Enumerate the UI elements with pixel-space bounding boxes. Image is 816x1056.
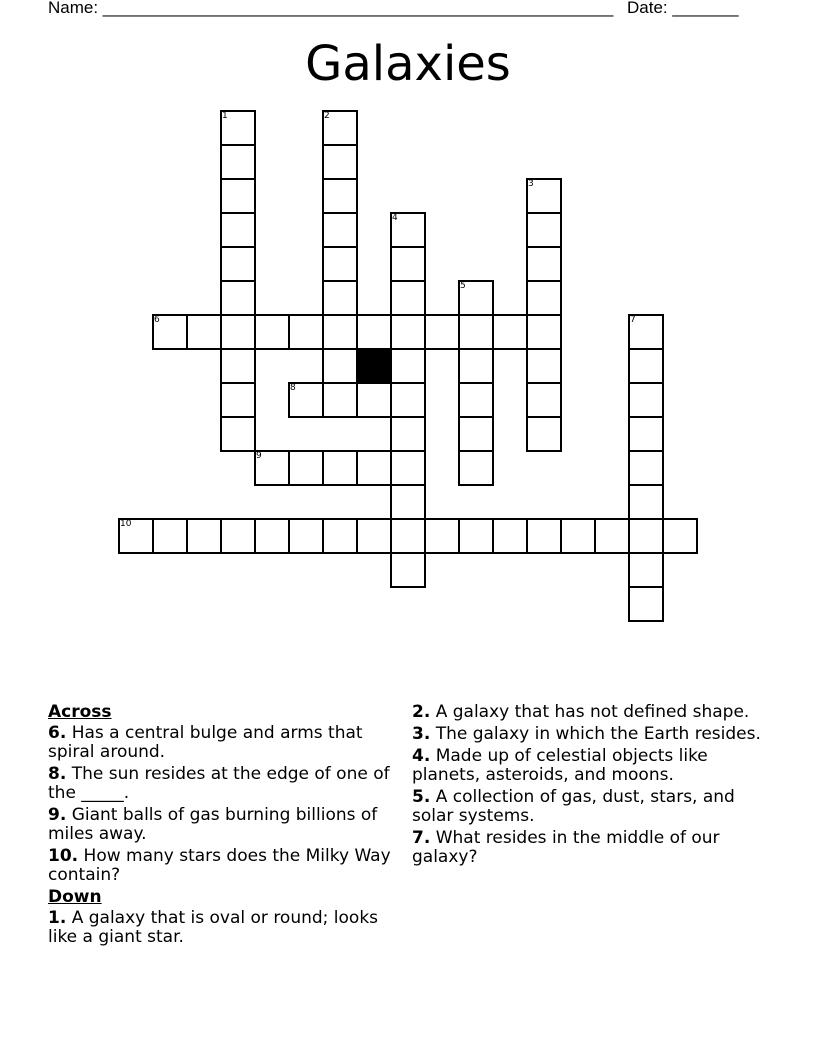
name-field[interactable]: Name: ______________________________________________________ — [48, 0, 614, 17]
grid-cell[interactable] — [152, 314, 188, 350]
grid-cell[interactable] — [628, 382, 664, 418]
clue-down-4 — [412, 747, 764, 785]
grid-cell[interactable] — [118, 518, 154, 554]
grid-cell[interactable] — [526, 280, 562, 316]
grid-cell[interactable] — [288, 450, 324, 486]
grid-cell[interactable] — [356, 518, 392, 554]
grid-cell[interactable] — [458, 348, 494, 384]
clue-number: 10. — [48, 846, 79, 866]
grid-cell[interactable] — [288, 518, 324, 554]
grid-cell[interactable] — [220, 178, 256, 214]
clue-number: 7. — [412, 828, 431, 848]
clue-down-1 — [48, 909, 400, 947]
grid-cell[interactable] — [390, 212, 426, 248]
grid-cell[interactable] — [220, 280, 256, 316]
clue-across-10 — [48, 847, 400, 885]
grid-cell[interactable] — [526, 314, 562, 350]
clues-left-column — [48, 700, 400, 950]
grid-cell[interactable] — [356, 314, 392, 350]
grid-cell[interactable] — [220, 382, 256, 418]
clue-number-label: 5 — [460, 281, 466, 291]
clue-number-label: 9 — [256, 451, 262, 461]
grid-cell[interactable] — [220, 314, 256, 350]
grid-cell[interactable] — [560, 518, 596, 554]
clue-number: 3. — [412, 724, 431, 744]
grid-cell[interactable] — [390, 416, 426, 452]
grid-cell[interactable] — [390, 314, 426, 350]
grid-cell[interactable] — [390, 552, 426, 588]
grid-cell[interactable] — [220, 518, 256, 554]
clue-across-8 — [48, 765, 400, 803]
grid-cell[interactable] — [424, 518, 460, 554]
grid-cell[interactable] — [628, 484, 664, 520]
grid-cell[interactable] — [254, 450, 290, 486]
grid-cell[interactable] — [322, 178, 358, 214]
grid-cell[interactable] — [390, 348, 426, 384]
down-heading: Down — [48, 887, 102, 907]
grid-cell[interactable] — [220, 348, 256, 384]
grid-cell[interactable] — [526, 348, 562, 384]
grid-cell[interactable] — [322, 450, 358, 486]
clue-text: Giant balls of gas burning billions of miles away. — [48, 805, 378, 844]
grid-cell[interactable] — [186, 518, 222, 554]
grid-cell[interactable] — [526, 246, 562, 282]
grid-cell[interactable] — [628, 416, 664, 452]
grid-cell[interactable] — [220, 144, 256, 180]
grid-cell[interactable] — [254, 314, 290, 350]
clue-number: 2. — [412, 702, 431, 722]
date-field[interactable]: Date: _______ — [627, 0, 739, 17]
grid-cell[interactable] — [356, 382, 392, 418]
clue-text: The galaxy in which the Earth resides. — [435, 724, 761, 744]
grid-cell[interactable] — [526, 178, 562, 214]
clue-number-label: 10 — [120, 519, 132, 529]
clue-number-label: 8 — [290, 383, 296, 393]
grid-cell[interactable] — [322, 144, 358, 180]
grid-cell[interactable] — [628, 450, 664, 486]
clue-number: 8. — [48, 764, 67, 784]
grid-cell[interactable] — [220, 212, 256, 248]
grid-cell[interactable] — [526, 518, 562, 554]
grid-cell[interactable] — [458, 518, 494, 554]
grid-cell[interactable] — [526, 212, 562, 248]
grid-cell[interactable] — [288, 314, 324, 350]
grid-cell[interactable] — [458, 280, 494, 316]
grid-cell[interactable] — [220, 246, 256, 282]
clue-across-6 — [48, 724, 400, 762]
clue-down-2 — [412, 703, 764, 722]
grid-cell[interactable] — [220, 110, 256, 146]
clue-number: 9. — [48, 805, 67, 825]
clue-number-label: 2 — [324, 111, 330, 121]
grid-cell[interactable] — [458, 450, 494, 486]
grid-cell[interactable] — [186, 314, 222, 350]
grid-cell[interactable] — [356, 450, 392, 486]
grid-cell[interactable] — [152, 518, 188, 554]
grid-cell[interactable] — [628, 518, 664, 554]
grid-cell[interactable] — [322, 246, 358, 282]
grid-cell[interactable] — [526, 382, 562, 418]
clue-number-label: 4 — [392, 213, 398, 223]
clue-number-label: 1 — [222, 111, 228, 121]
clue-text: Has a central bulge and arms that spiral around. — [48, 723, 363, 762]
grid-cell[interactable] — [322, 110, 358, 146]
grid-cell[interactable] — [322, 348, 358, 384]
grid-cell[interactable] — [322, 212, 358, 248]
grid-cell[interactable] — [220, 416, 256, 452]
across-heading: Across — [48, 702, 112, 722]
grid-cell[interactable] — [458, 416, 494, 452]
clue-number: 1. — [48, 908, 67, 928]
clue-down-3 — [412, 725, 764, 744]
grid-cell[interactable] — [492, 518, 528, 554]
blocked-cell — [356, 348, 392, 384]
clue-number-label: 3 — [528, 179, 534, 189]
grid-cell[interactable] — [594, 518, 630, 554]
clues-right-column — [412, 700, 764, 870]
grid-cell[interactable] — [390, 484, 426, 520]
clue-text: The sun resides at the edge of one of the _____. — [48, 764, 390, 803]
grid-cell[interactable] — [662, 518, 698, 554]
grid-cell[interactable] — [458, 314, 494, 350]
grid-cell[interactable] — [390, 246, 426, 282]
grid-cell[interactable] — [492, 314, 528, 350]
page-title: Galaxies — [305, 36, 511, 92]
clue-number: 5. — [412, 787, 431, 807]
clue-down-5 — [412, 788, 764, 826]
grid-cell[interactable] — [458, 382, 494, 418]
grid-cell[interactable] — [322, 518, 358, 554]
clue-text: Made up of celestial objects like planets, asteroids, and moons. — [412, 746, 708, 785]
grid-cell[interactable] — [628, 552, 664, 588]
grid-cell[interactable] — [390, 280, 426, 316]
clue-text: A galaxy that has not defined shape. — [435, 702, 750, 722]
grid-cell[interactable] — [322, 280, 358, 316]
clue-text: What resides in the middle of our galaxy? — [412, 828, 720, 867]
grid-cell[interactable] — [424, 314, 460, 350]
grid-cell[interactable] — [628, 314, 664, 350]
grid-cell[interactable] — [288, 382, 324, 418]
clue-number-label: 6 — [154, 315, 160, 325]
clue-number: 6. — [48, 723, 67, 743]
grid-cell[interactable] — [390, 382, 426, 418]
grid-cell[interactable] — [254, 518, 290, 554]
grid-cell[interactable] — [526, 416, 562, 452]
grid-cell[interactable] — [390, 450, 426, 486]
clue-text: A collection of gas, dust, stars, and solar systems. — [412, 787, 735, 826]
clue-down-7 — [412, 829, 764, 867]
grid-cell[interactable] — [628, 586, 664, 622]
grid-cell[interactable] — [628, 348, 664, 384]
clue-number: 4. — [412, 746, 431, 766]
clue-number-label: 7 — [630, 315, 636, 325]
grid-cell[interactable] — [390, 518, 426, 554]
grid-cell[interactable] — [322, 382, 358, 418]
clue-text: How many stars does the Milky Way contain? — [48, 846, 391, 885]
grid-cell[interactable] — [322, 314, 358, 350]
clue-across-9 — [48, 806, 400, 844]
clue-text: A galaxy that is oval or round; looks like a giant star. — [48, 908, 379, 947]
